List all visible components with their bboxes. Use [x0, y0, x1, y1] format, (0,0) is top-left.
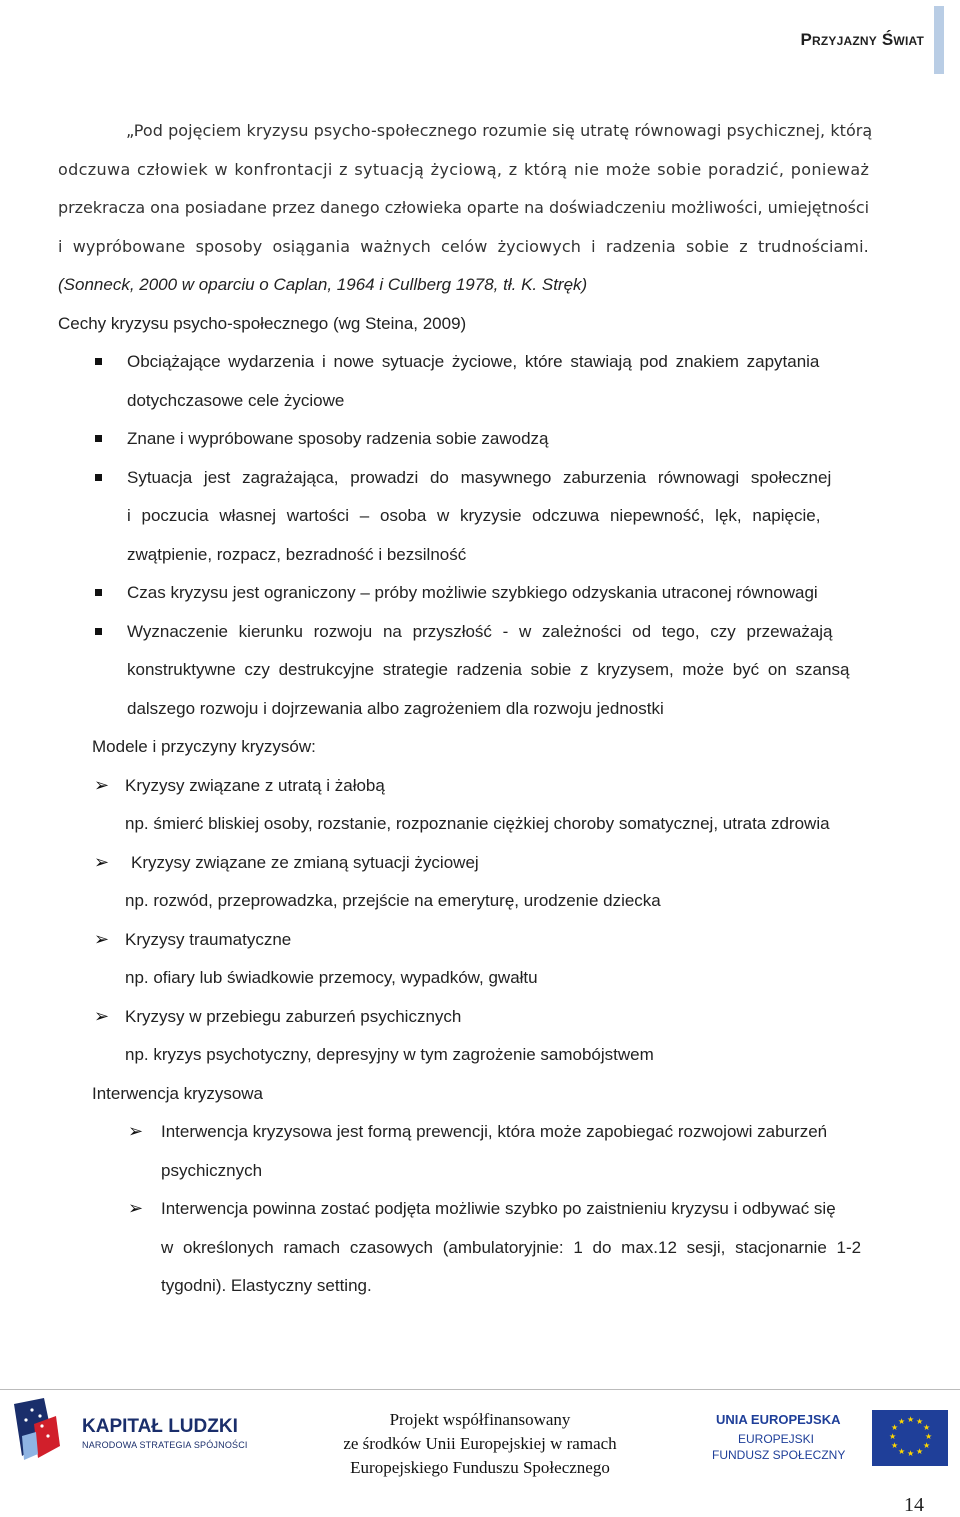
svg-text:★: ★ [907, 1415, 915, 1424]
eu-sub1: EUROPEJSKI [738, 1432, 815, 1446]
footer-divider [0, 1389, 960, 1390]
arrow-bullet-icon: ➢ [128, 1121, 144, 1141]
intervention-text: w określonych ramach czasowych (ambulatoryjnie: 1 do max.12 sesji, stacjonarnie 1-2 [161, 1237, 862, 1257]
square-bullet-icon [95, 628, 102, 635]
feature-item [58, 613, 924, 729]
feature-text: Sytuacja jest zagrażająca, prowadzi do masywnego zaburzenia równowagi społecznej [127, 467, 832, 487]
features-heading [58, 305, 924, 344]
square-bullet-icon [95, 358, 102, 365]
features-heading-text: Cechy kryzysu psycho-społecznego (wg Steina, 2009) [58, 313, 467, 333]
svg-text:★: ★ [891, 1441, 899, 1450]
header-title [800, 30, 924, 50]
cofinancing-line: ze środków Unii Europejskiej w ramach [343, 1434, 617, 1453]
model-title: Kryzysy traumatyczne [125, 929, 292, 949]
header-title-text: Przyjazny Świat [800, 30, 924, 49]
models-heading-text: Modele i przyczyny kryzysów: [92, 737, 316, 756]
intervention-text: Interwencja powinna zostać podjęta możliwie szybko po zaistnieniu kryzysu i odbywać się [161, 1199, 836, 1218]
feature-text: Wyznaczenie kierunku rozwoju na przyszłość - w zależności od tego, czy przeważają [127, 621, 833, 641]
feature-text: konstruktywne czy destrukcyjne strategie radzenia sobie z kryzysem, może być on szansą [127, 660, 850, 679]
model-item [58, 921, 924, 998]
feature-text: Obciążające wydarzenia i nowe sytuacje życiowe, które stawiają pod znakiem zapytania [127, 352, 820, 371]
feature-text: dalszego rozwoju i dojrzewania albo zagrożeniem dla rozwoju jednostki [127, 698, 664, 718]
intervention-text: psychicznych [161, 1160, 263, 1180]
eu-flag-icon [872, 1410, 948, 1466]
square-bullet-icon [95, 589, 102, 596]
cofinancing-note [300, 1408, 660, 1480]
kl-title: KAPITAŁ LUDZKI [82, 1416, 238, 1437]
feature-item [58, 459, 924, 575]
citation-text: (Sonneck, 2000 w oparciu o Caplan, 1964 i Cullberg 1978, tł. K. Stręk) [58, 275, 588, 294]
cofinancing-line: Europejskiego Funduszu Społecznego [350, 1458, 610, 1477]
feature-text: Czas kryzysu jest ograniczony – próby możliwie szybkiego odzyskania utraconej równowagi [127, 583, 818, 602]
arrow-bullet-icon: ➢ [94, 851, 110, 872]
feature-text: i poczucia własnej wartości – osoba w kryzysie odczuwa niepewność, lęk, napięcie, [127, 506, 821, 525]
feature-text: dotychczasowe cele życiowe [127, 390, 345, 410]
feature-item [58, 343, 924, 420]
model-example: np. śmierć bliskiej osoby, rozstanie, rozpoznanie ciężkiej choroby somatycznej, utrata zdrowia [125, 814, 830, 833]
cofinancing-line: Projekt współfinansowany [389, 1410, 571, 1429]
model-item [58, 998, 924, 1075]
svg-text:★: ★ [925, 1432, 933, 1441]
intervention-text: tygodni). Elastyczny setting. [161, 1276, 372, 1295]
square-bullet-icon [95, 474, 102, 481]
svg-text:★: ★ [889, 1432, 897, 1441]
svg-text:★: ★ [898, 1447, 906, 1456]
intro-text: i wypróbowane sposoby osiągania ważnych celów życiowych i radzenia sobie z trudnościami. [58, 236, 869, 256]
page-number: 14 [904, 1494, 924, 1516]
square-bullet-icon [95, 435, 102, 442]
model-item [58, 844, 924, 921]
eu-title: UNIA EUROPEJSKA [716, 1412, 841, 1427]
model-example: np. rozwód, przeprowadzka, przejście na emeryturę, urodzenie dziecka [125, 891, 661, 910]
feature-text: zwątpienie, rozpacz, bezradność i bezsilność [127, 544, 467, 564]
svg-text:★: ★ [898, 1417, 906, 1426]
svg-text:★: ★ [916, 1417, 924, 1426]
intro-line-2 [58, 151, 924, 190]
model-title: Kryzysy związane z utratą i żałobą [125, 775, 385, 795]
model-title: Kryzysy związane ze zmianą sytuacji życiowej [131, 852, 479, 872]
arrow-bullet-icon: ➢ [94, 774, 110, 795]
arrow-bullet-icon: ➢ [94, 1005, 110, 1026]
intervention-item [58, 1190, 924, 1306]
intervention-heading [58, 1075, 924, 1114]
intro-line-3 [58, 189, 924, 228]
intro-text: „Pod pojęciem kryzysu psycho-społecznego rozumie się utratę równowagi psychicznej, którą [126, 121, 873, 140]
intervention-heading-text: Interwencja kryzysowa [92, 1083, 264, 1103]
model-example: np. kryzys psychotyczny, depresyjny w tym zagrożenie samobójstwem [125, 1045, 654, 1064]
main-content [58, 112, 924, 1306]
model-item [58, 767, 924, 844]
arrow-bullet-icon: ➢ [94, 928, 110, 949]
intervention-text: Interwencja kryzysowa jest formą prewencji, która może zapobiegać rozwojowi zaburzeń [161, 1122, 828, 1141]
feature-text: Znane i wypróbowane sposoby radzenia sobie zawodzą [127, 429, 549, 448]
kl-subtitle: NARODOWA STRATEGIA SPÓJNOŚCI [82, 1440, 248, 1450]
intro-text: przekracza ona posiadane przez danego człowieka oparte na doświadczeniu możliwości, umiejętności [58, 198, 870, 217]
feature-item [58, 574, 924, 613]
intro-text: odczuwa człowiek w konfrontacji z sytuacją życiową, z którą nie może sobie poradzić, ponieważ [58, 159, 870, 179]
intro-line-1 [58, 112, 924, 151]
eu-logo [704, 1408, 950, 1470]
intro-line-4 [58, 228, 924, 267]
arrow-bullet-icon: ➢ [128, 1198, 144, 1218]
svg-text:★: ★ [891, 1423, 899, 1432]
models-heading [58, 728, 924, 767]
svg-text:★: ★ [923, 1423, 931, 1432]
model-title: Kryzysy w przebiegu zaburzeń psychicznych [125, 1006, 462, 1026]
page-header [0, 0, 960, 80]
header-accent-bar [934, 6, 944, 74]
intervention-item [58, 1113, 924, 1190]
intro-citation [58, 266, 924, 305]
kapital-ludzki-logo [12, 1396, 252, 1466]
svg-text:★: ★ [923, 1441, 931, 1450]
svg-text:★: ★ [907, 1449, 915, 1458]
model-example: np. ofiary lub świadkowie przemocy, wypadków, gwałtu [125, 968, 538, 987]
svg-text:★: ★ [916, 1447, 924, 1456]
eu-sub2: FUNDUSZ SPOŁECZNY [712, 1448, 846, 1462]
feature-item [58, 420, 924, 459]
